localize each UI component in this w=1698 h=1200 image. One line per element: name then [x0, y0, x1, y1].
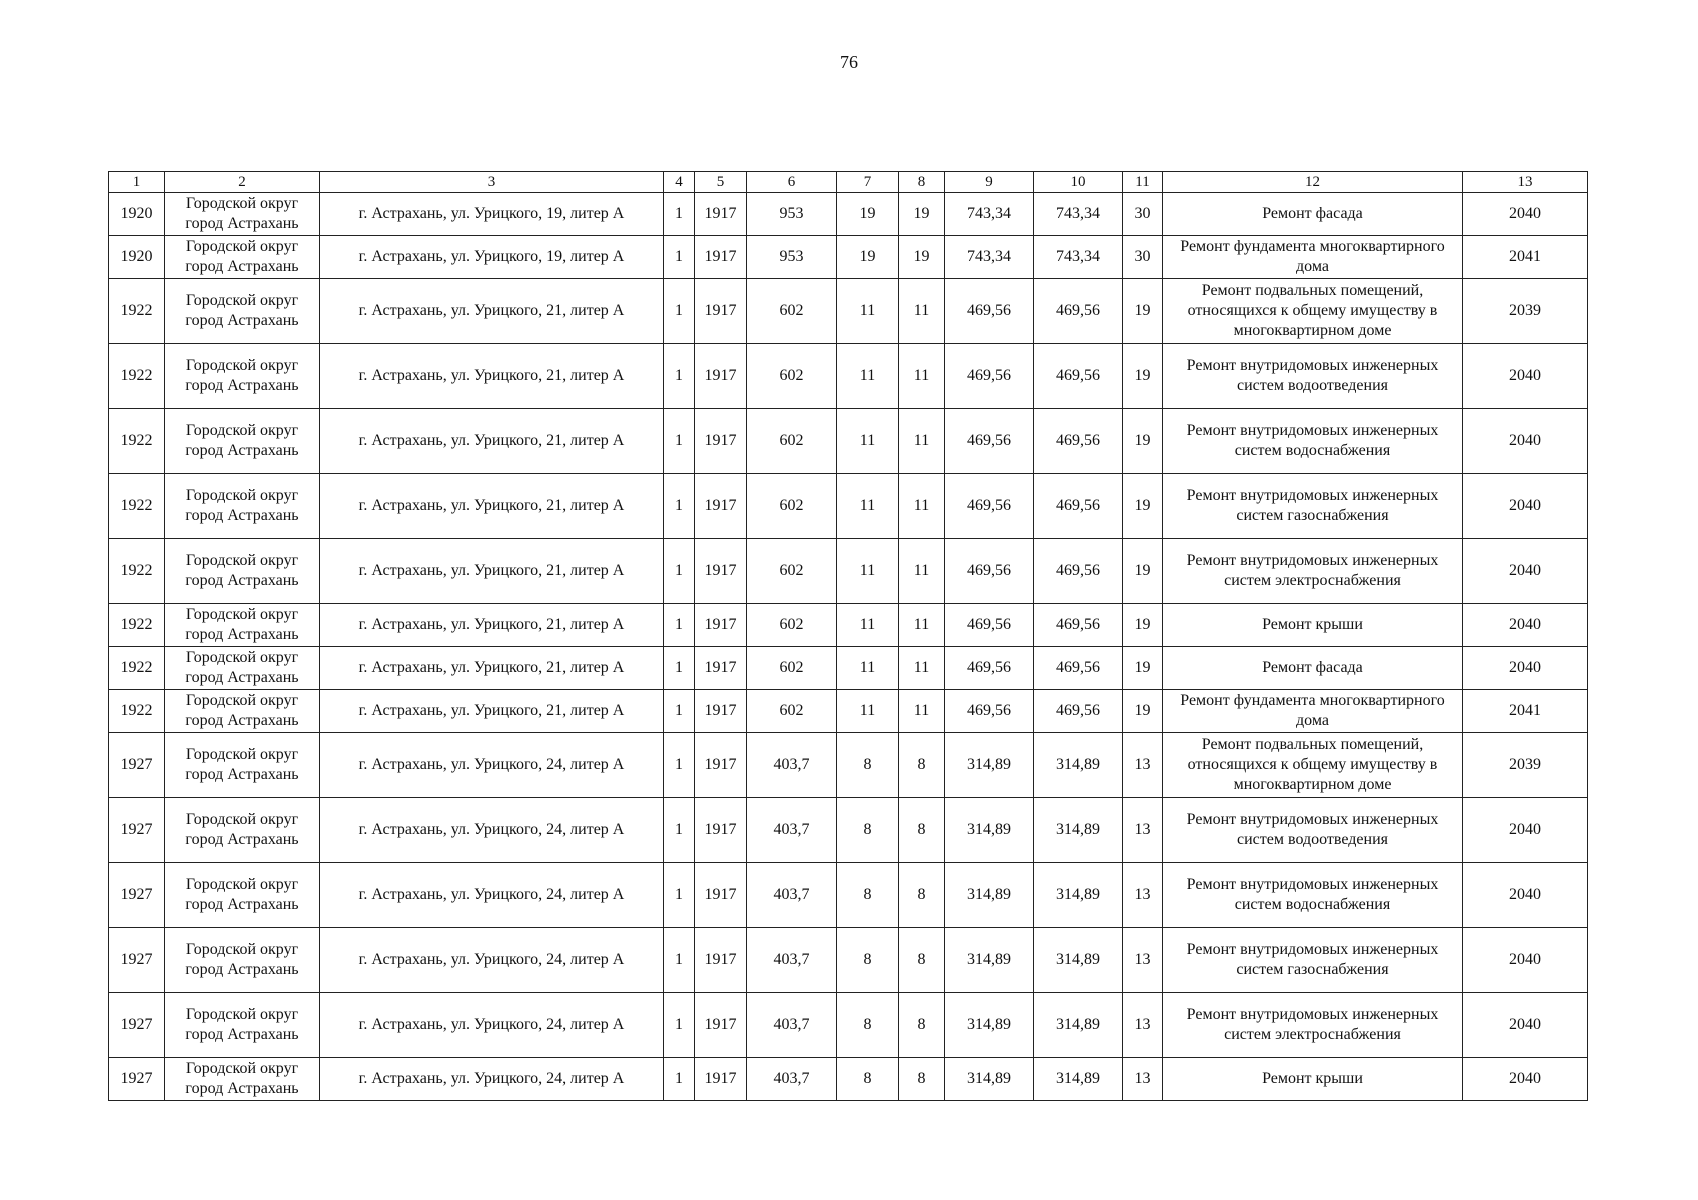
cell-col10: 469,56: [1034, 539, 1123, 604]
cell-number: 1927: [109, 993, 165, 1058]
cell-col11: 19: [1123, 344, 1163, 409]
cell-col9: 314,89: [945, 1058, 1034, 1101]
cell-col8: 11: [899, 474, 945, 539]
cell-year: 1917: [695, 993, 747, 1058]
cell-planned-year: 2040: [1463, 993, 1588, 1058]
cell-municipality: Городской округ город Астрахань: [165, 993, 320, 1058]
column-header: 12: [1163, 172, 1463, 193]
cell-col4: 1: [664, 647, 695, 690]
cell-col8: 11: [899, 344, 945, 409]
cell-col4: 1: [664, 193, 695, 236]
cell-col8: 8: [899, 928, 945, 993]
cell-col4: 1: [664, 604, 695, 647]
table-row: [109, 798, 1588, 863]
cell-work-type: Ремонт внутридомовых инженерных систем водоснабжения: [1163, 409, 1463, 474]
cell-col6: 403,7: [747, 1058, 837, 1101]
cell-col9: 469,56: [945, 539, 1034, 604]
cell-col8: 11: [899, 647, 945, 690]
table-row: [109, 474, 1588, 539]
cell-col11: 13: [1123, 733, 1163, 798]
cell-number: 1922: [109, 344, 165, 409]
cell-col7: 8: [837, 733, 899, 798]
cell-planned-year: 2040: [1463, 604, 1588, 647]
cell-address: г. Астрахань, ул. Урицкого, 24, литер А: [320, 733, 664, 798]
cell-number: 1920: [109, 193, 165, 236]
cell-address: г. Астрахань, ул. Урицкого, 21, литер А: [320, 344, 664, 409]
table-row: [109, 236, 1588, 279]
table-row: [109, 863, 1588, 928]
cell-year: 1917: [695, 863, 747, 928]
cell-planned-year: 2040: [1463, 409, 1588, 474]
cell-number: 1922: [109, 409, 165, 474]
cell-col9: 314,89: [945, 733, 1034, 798]
cell-col11: 13: [1123, 798, 1163, 863]
column-header: 2: [165, 172, 320, 193]
cell-address: г. Астрахань, ул. Урицкого, 21, литер А: [320, 539, 664, 604]
cell-col10: 314,89: [1034, 863, 1123, 928]
cell-number: 1927: [109, 798, 165, 863]
cell-municipality: Городской округ город Астрахань: [165, 690, 320, 733]
cell-col11: 19: [1123, 690, 1163, 733]
cell-col7: 11: [837, 344, 899, 409]
table-row: [109, 647, 1588, 690]
cell-col11: 13: [1123, 863, 1163, 928]
cell-address: г. Астрахань, ул. Урицкого, 21, литер А: [320, 690, 664, 733]
cell-work-type: Ремонт внутридомовых инженерных систем газоснабжения: [1163, 928, 1463, 993]
cell-col4: 1: [664, 928, 695, 993]
cell-col7: 8: [837, 993, 899, 1058]
cell-col9: 469,56: [945, 279, 1034, 344]
column-header: 5: [695, 172, 747, 193]
table-row: [109, 409, 1588, 474]
cell-col4: 1: [664, 690, 695, 733]
column-header: 11: [1123, 172, 1163, 193]
cell-municipality: Городской округ город Астрахань: [165, 733, 320, 798]
cell-planned-year: 2040: [1463, 539, 1588, 604]
cell-col6: 602: [747, 344, 837, 409]
cell-col8: 11: [899, 690, 945, 733]
cell-col6: 403,7: [747, 928, 837, 993]
cell-col6: 403,7: [747, 863, 837, 928]
cell-work-type: Ремонт крыши: [1163, 1058, 1463, 1101]
cell-col8: 8: [899, 733, 945, 798]
cell-planned-year: 2040: [1463, 863, 1588, 928]
cell-col4: 1: [664, 993, 695, 1058]
cell-col7: 11: [837, 647, 899, 690]
table-row: [109, 993, 1588, 1058]
page-number: 76: [840, 52, 858, 72]
cell-year: 1917: [695, 798, 747, 863]
cell-col7: 11: [837, 604, 899, 647]
cell-col9: 314,89: [945, 798, 1034, 863]
cell-number: 1922: [109, 604, 165, 647]
column-header: 10: [1034, 172, 1123, 193]
cell-col8: 11: [899, 539, 945, 604]
cell-number: 1922: [109, 474, 165, 539]
table-row: [109, 690, 1588, 733]
table-row: [109, 1058, 1588, 1101]
cell-col8: 8: [899, 863, 945, 928]
cell-col6: 602: [747, 409, 837, 474]
column-header: 8: [899, 172, 945, 193]
cell-year: 1917: [695, 474, 747, 539]
cell-col11: 30: [1123, 236, 1163, 279]
cell-planned-year: 2040: [1463, 474, 1588, 539]
cell-planned-year: 2040: [1463, 928, 1588, 993]
cell-col9: 469,56: [945, 474, 1034, 539]
cell-planned-year: 2039: [1463, 279, 1588, 344]
cell-work-type: Ремонт подвальных помещений, относящихся к общему имуществу в многоквартирном доме: [1163, 733, 1463, 798]
cell-col6: 602: [747, 539, 837, 604]
cell-work-type: Ремонт фундамента многоквартирного дома: [1163, 236, 1463, 279]
cell-municipality: Городской округ город Астрахань: [165, 279, 320, 344]
cell-municipality: Городской округ город Астрахань: [165, 344, 320, 409]
cell-col9: 469,56: [945, 647, 1034, 690]
cell-col6: 403,7: [747, 798, 837, 863]
cell-work-type: Ремонт подвальных помещений, относящихся к общему имуществу в многоквартирном доме: [1163, 279, 1463, 344]
cell-municipality: Городской округ город Астрахань: [165, 474, 320, 539]
column-header: 4: [664, 172, 695, 193]
cell-col11: 19: [1123, 279, 1163, 344]
cell-col9: 469,56: [945, 409, 1034, 474]
column-header: 13: [1463, 172, 1588, 193]
cell-col10: 469,56: [1034, 344, 1123, 409]
cell-year: 1917: [695, 690, 747, 733]
cell-col6: 602: [747, 604, 837, 647]
cell-col10: 743,34: [1034, 193, 1123, 236]
cell-address: г. Астрахань, ул. Урицкого, 21, литер А: [320, 409, 664, 474]
cell-number: 1922: [109, 279, 165, 344]
cell-municipality: Городской округ город Астрахань: [165, 647, 320, 690]
table-row: [109, 604, 1588, 647]
cell-municipality: Городской округ город Астрахань: [165, 798, 320, 863]
cell-address: г. Астрахань, ул. Урицкого, 19, литер А: [320, 236, 664, 279]
cell-planned-year: 2041: [1463, 690, 1588, 733]
cell-address: г. Астрахань, ул. Урицкого, 24, литер А: [320, 863, 664, 928]
cell-col4: 1: [664, 1058, 695, 1101]
cell-col9: 469,56: [945, 690, 1034, 733]
cell-address: г. Астрахань, ул. Урицкого, 19, литер А: [320, 193, 664, 236]
cell-address: г. Астрахань, ул. Урицкого, 21, литер А: [320, 647, 664, 690]
cell-col4: 1: [664, 798, 695, 863]
cell-col9: 469,56: [945, 604, 1034, 647]
column-header: 9: [945, 172, 1034, 193]
cell-municipality: Городской округ город Астрахань: [165, 409, 320, 474]
cell-col10: 469,56: [1034, 279, 1123, 344]
cell-col4: 1: [664, 236, 695, 279]
cell-address: г. Астрахань, ул. Урицкого, 24, литер А: [320, 993, 664, 1058]
cell-col7: 11: [837, 279, 899, 344]
cell-col11: 19: [1123, 604, 1163, 647]
cell-col6: 403,7: [747, 733, 837, 798]
cell-work-type: Ремонт внутридомовых инженерных систем газоснабжения: [1163, 474, 1463, 539]
cell-col4: 1: [664, 733, 695, 798]
cell-col8: 11: [899, 409, 945, 474]
cell-col9: 314,89: [945, 928, 1034, 993]
cell-col10: 469,56: [1034, 474, 1123, 539]
capital-repair-table: [108, 171, 1588, 1101]
cell-col10: 314,89: [1034, 798, 1123, 863]
cell-col10: 469,56: [1034, 409, 1123, 474]
cell-col6: 602: [747, 279, 837, 344]
cell-planned-year: 2040: [1463, 647, 1588, 690]
cell-municipality: Городской округ город Астрахань: [165, 604, 320, 647]
cell-col10: 469,56: [1034, 690, 1123, 733]
table-row: [109, 344, 1588, 409]
cell-year: 1917: [695, 733, 747, 798]
cell-col10: 314,89: [1034, 733, 1123, 798]
cell-year: 1917: [695, 409, 747, 474]
cell-col10: 314,89: [1034, 928, 1123, 993]
cell-col8: 19: [899, 236, 945, 279]
cell-number: 1927: [109, 733, 165, 798]
cell-work-type: Ремонт внутридомовых инженерных систем электроснабжения: [1163, 539, 1463, 604]
cell-address: г. Астрахань, ул. Урицкого, 21, литер А: [320, 279, 664, 344]
cell-municipality: Городской округ город Астрахань: [165, 236, 320, 279]
cell-col7: 11: [837, 474, 899, 539]
cell-municipality: Городской округ город Астрахань: [165, 539, 320, 604]
cell-municipality: Городской округ город Астрахань: [165, 193, 320, 236]
cell-address: г. Астрахань, ул. Урицкого, 24, литер А: [320, 798, 664, 863]
cell-col7: 8: [837, 1058, 899, 1101]
cell-number: 1927: [109, 928, 165, 993]
cell-col4: 1: [664, 539, 695, 604]
table-row: [109, 539, 1588, 604]
cell-number: 1922: [109, 690, 165, 733]
cell-col6: 953: [747, 236, 837, 279]
cell-work-type: Ремонт крыши: [1163, 604, 1463, 647]
cell-col6: 602: [747, 690, 837, 733]
cell-col11: 30: [1123, 193, 1163, 236]
cell-col8: 8: [899, 798, 945, 863]
cell-col9: 469,56: [945, 344, 1034, 409]
table-row: [109, 928, 1588, 993]
cell-col10: 469,56: [1034, 647, 1123, 690]
cell-year: 1917: [695, 236, 747, 279]
cell-number: 1927: [109, 863, 165, 928]
cell-col6: 602: [747, 647, 837, 690]
cell-col7: 11: [837, 409, 899, 474]
cell-municipality: Городской округ город Астрахань: [165, 863, 320, 928]
cell-year: 1917: [695, 279, 747, 344]
table-row: [109, 279, 1588, 344]
cell-year: 1917: [695, 647, 747, 690]
column-number-row: [109, 172, 1588, 193]
cell-col11: 19: [1123, 409, 1163, 474]
cell-col11: 19: [1123, 474, 1163, 539]
column-header: 1: [109, 172, 165, 193]
column-header: 3: [320, 172, 664, 193]
cell-col11: 19: [1123, 539, 1163, 604]
cell-col11: 13: [1123, 1058, 1163, 1101]
cell-col4: 1: [664, 279, 695, 344]
column-header: 7: [837, 172, 899, 193]
cell-col9: 314,89: [945, 993, 1034, 1058]
table-row: [109, 193, 1588, 236]
cell-municipality: Городской округ город Астрахань: [165, 928, 320, 993]
cell-col10: 469,56: [1034, 604, 1123, 647]
cell-col9: 314,89: [945, 863, 1034, 928]
cell-work-type: Ремонт внутридомовых инженерных систем водоотведения: [1163, 344, 1463, 409]
cell-number: 1920: [109, 236, 165, 279]
cell-col10: 314,89: [1034, 993, 1123, 1058]
cell-col8: 8: [899, 993, 945, 1058]
cell-year: 1917: [695, 1058, 747, 1101]
cell-col11: 13: [1123, 993, 1163, 1058]
cell-col7: 19: [837, 236, 899, 279]
cell-col7: 11: [837, 539, 899, 604]
cell-year: 1917: [695, 344, 747, 409]
cell-col9: 743,34: [945, 193, 1034, 236]
cell-col10: 314,89: [1034, 1058, 1123, 1101]
cell-address: г. Астрахань, ул. Урицкого, 21, литер А: [320, 604, 664, 647]
cell-col7: 8: [837, 928, 899, 993]
cell-work-type: Ремонт фасада: [1163, 193, 1463, 236]
cell-col4: 1: [664, 344, 695, 409]
cell-col4: 1: [664, 409, 695, 474]
cell-year: 1917: [695, 193, 747, 236]
column-header: 6: [747, 172, 837, 193]
cell-col7: 8: [837, 798, 899, 863]
cell-planned-year: 2040: [1463, 1058, 1588, 1101]
cell-col7: 19: [837, 193, 899, 236]
cell-work-type: Ремонт фундамента многоквартирного дома: [1163, 690, 1463, 733]
cell-col8: 19: [899, 193, 945, 236]
cell-col4: 1: [664, 863, 695, 928]
cell-planned-year: 2039: [1463, 733, 1588, 798]
cell-col6: 403,7: [747, 993, 837, 1058]
cell-col11: 13: [1123, 928, 1163, 993]
cell-municipality: Городской округ город Астрахань: [165, 1058, 320, 1101]
cell-col8: 11: [899, 279, 945, 344]
cell-col4: 1: [664, 474, 695, 539]
cell-col6: 602: [747, 474, 837, 539]
cell-work-type: Ремонт внутридомовых инженерных систем водоснабжения: [1163, 863, 1463, 928]
cell-planned-year: 2040: [1463, 344, 1588, 409]
cell-number: 1922: [109, 647, 165, 690]
cell-work-type: Ремонт фасада: [1163, 647, 1463, 690]
cell-number: 1922: [109, 539, 165, 604]
cell-col7: 8: [837, 863, 899, 928]
cell-col6: 953: [747, 193, 837, 236]
cell-col9: 743,34: [945, 236, 1034, 279]
cell-year: 1917: [695, 604, 747, 647]
cell-col8: 8: [899, 1058, 945, 1101]
table-row: [109, 733, 1588, 798]
cell-col8: 11: [899, 604, 945, 647]
cell-year: 1917: [695, 539, 747, 604]
cell-work-type: Ремонт внутридомовых инженерных систем электроснабжения: [1163, 993, 1463, 1058]
table-body: [109, 193, 1588, 1101]
cell-planned-year: 2040: [1463, 193, 1588, 236]
cell-planned-year: 2041: [1463, 236, 1588, 279]
cell-col7: 11: [837, 690, 899, 733]
cell-col11: 19: [1123, 647, 1163, 690]
cell-year: 1917: [695, 928, 747, 993]
cell-address: г. Астрахань, ул. Урицкого, 24, литер А: [320, 1058, 664, 1101]
cell-number: 1927: [109, 1058, 165, 1101]
cell-address: г. Астрахань, ул. Урицкого, 21, литер А: [320, 474, 664, 539]
cell-col10: 743,34: [1034, 236, 1123, 279]
cell-work-type: Ремонт внутридомовых инженерных систем водоотведения: [1163, 798, 1463, 863]
cell-planned-year: 2040: [1463, 798, 1588, 863]
cell-address: г. Астрахань, ул. Урицкого, 24, литер А: [320, 928, 664, 993]
